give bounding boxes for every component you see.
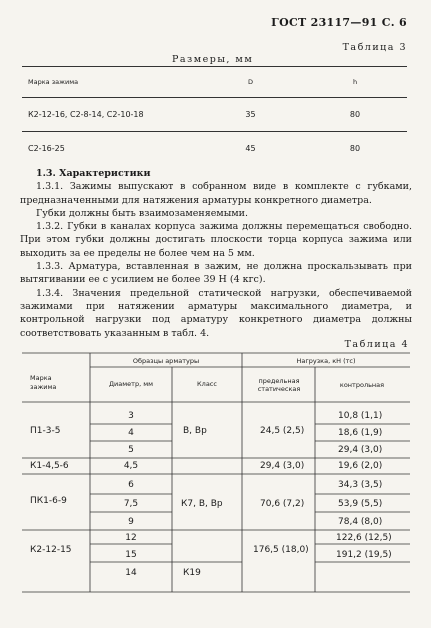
table4-cell-limit: 29,4 (3,0)	[260, 461, 305, 471]
table4-head-limit-line2: статическая	[257, 385, 301, 393]
table3-cell-h: 80	[349, 144, 361, 153]
table4-cell-diameter: 15	[125, 550, 137, 560]
table4-cell-diameter: 3	[128, 411, 134, 421]
table4-cell-control: 122,6 (12,5)	[336, 533, 392, 543]
table4-cell-diameter: 14	[125, 568, 137, 578]
table4-cell-control: 191,2 (19,5)	[336, 550, 392, 560]
table4-cell-diameter: 4,5	[123, 461, 139, 471]
table3-cell-d: 35	[198, 98, 303, 132]
table4-cell-mark: К2-12-15	[30, 545, 72, 555]
table4-cell-class: В, Вр	[183, 426, 207, 436]
table4-cell-mark: П1-3-5	[30, 426, 61, 436]
table3-caption: Таблица 3	[342, 42, 407, 53]
table3-cell-mark: К2-12-16, С2-8-14, С2-10-18	[22, 98, 198, 132]
table4-cell-diameter: 4	[128, 428, 134, 438]
table4-head-samples: Образцы арматуры	[132, 357, 200, 365]
table4-cell-control: 18,6 (1,9)	[338, 428, 383, 438]
table4-cell-limit: 176,5 (18,0)	[253, 545, 309, 555]
table4-head-mark-line1: Марка	[30, 374, 52, 382]
table4-cell-diameter: 6	[128, 480, 134, 490]
table4-cell-diameter: 9	[128, 517, 134, 527]
table4-head-control: контрольная	[339, 381, 385, 389]
table4-cell-control: 10,8 (1,1)	[338, 411, 383, 421]
table4-cell-diameter: 12	[125, 533, 137, 543]
table4-head-mark-line2: зажима	[30, 383, 57, 391]
table4-cell-control: 19,6 (2,0)	[338, 461, 383, 471]
table4-cell-control: 78,4 (8,0)	[338, 517, 383, 527]
table4-cell-diameter: 5	[128, 445, 134, 455]
table3-cell-d: 45	[245, 144, 256, 153]
document-header: ГОСТ 23117—91 С. 6	[271, 16, 407, 29]
table4-caption: Таблица 4	[344, 339, 409, 350]
table4-cell-control: 53,9 (5,5)	[338, 499, 383, 509]
paragraph: 1.3.4. Значения предельной статической нагрузки, обеспечиваемой зажимами при натяжении арматуры максимального диаметра, и контрольной нагрузки под арматуру конкретного диаметра должны соответствовать указанным в табл. 4.	[20, 287, 412, 339]
paragraph: 1.3.1. Зажимы выпускают в собранном виде в комплекте с губками, предназначенными для натяжения арматуры конкретного диаметра.	[20, 181, 412, 206]
table3-col-d: D	[198, 67, 303, 98]
table4-head-limit-line1: предельная	[258, 377, 300, 385]
table4-cell-control: 34,3 (3,5)	[338, 480, 383, 490]
table3-col-h: h	[303, 67, 407, 98]
table4-head-load: Нагрузка, кН (тс)	[296, 357, 356, 365]
table4-cell-class: К7, В, Вр	[181, 499, 223, 509]
table3-cell-h: 80	[303, 98, 407, 132]
table4-head-diameter: Диаметр, мм	[108, 380, 154, 388]
paragraph: 1.3.3. Арматура, вставленная в зажим, не должна проскальзывать при вытягивании ее с усилием не более 39 Н (4 кгс).	[20, 261, 412, 286]
table4-cell-control: 29,4 (3,0)	[338, 445, 383, 455]
section-heading: 1.3. Характеристики	[36, 168, 151, 179]
paragraph: 1.3.2. Губки в каналах корпуса зажима должны перемещаться свободно. При этом губки должны достигать плоскости торца корпуса зажима или выходить за ее пределы не более чем на 5 мм.	[20, 221, 412, 259]
table4-cell-mark: К1-4,5-6	[30, 461, 69, 471]
table3-units-caption: Размеры, мм	[172, 54, 254, 65]
table3-col-mark: Марка зажима	[22, 67, 198, 98]
table4-head-class: Класс	[197, 380, 217, 388]
table3-cell-mark: С2-16-25	[28, 144, 65, 153]
table4-cell-limit: 24,5 (2,5)	[260, 426, 305, 436]
paragraph: Губки должны быть взаимозаменяемыми.	[36, 207, 249, 219]
table4-cell-limit: 70,6 (7,2)	[260, 499, 305, 509]
table4-cell-diameter: 7,5	[123, 499, 139, 509]
table4-cell-class: К19	[183, 568, 201, 578]
table4-cell-mark: ПК1-6-9	[30, 496, 67, 506]
